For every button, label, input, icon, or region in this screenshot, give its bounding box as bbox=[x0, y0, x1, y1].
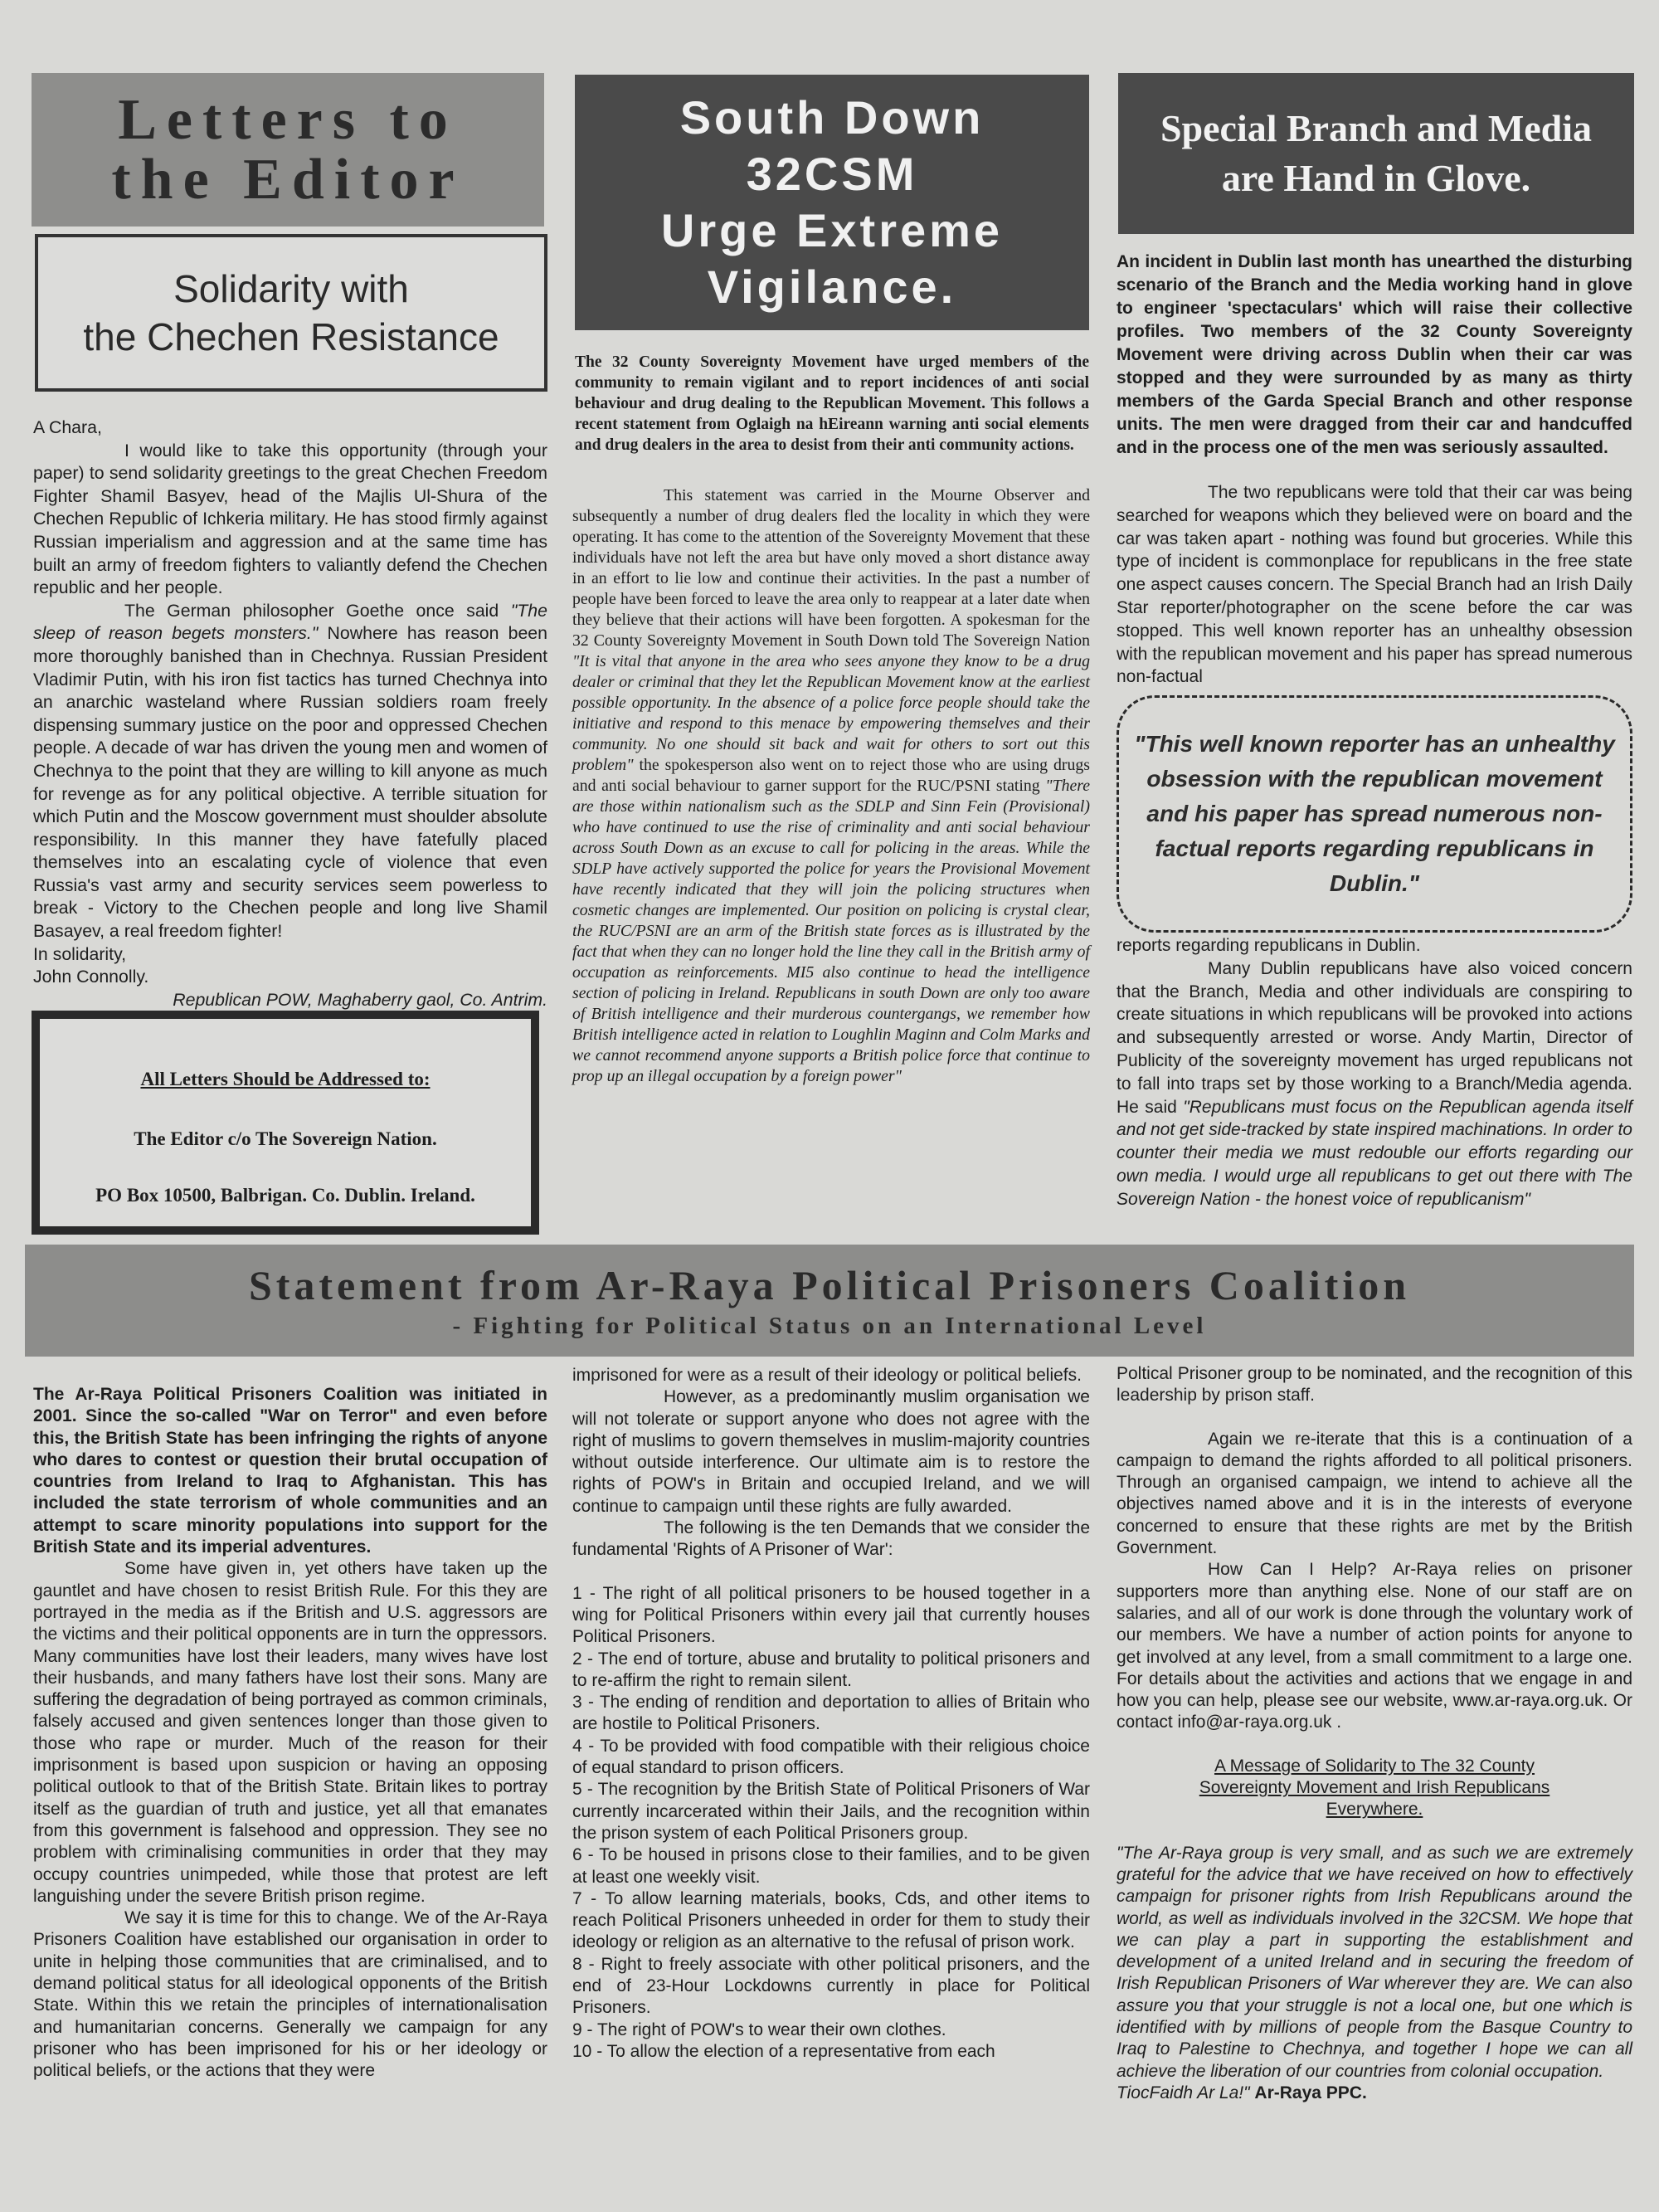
demand-item: 10 - To allow the election of a representative from each bbox=[572, 2041, 995, 2061]
arraya-paragraph: However, as a predominantly muslim organisation we will not tolerate or support anyone who does not agree with the right of muslims to govern themselves in muslim-majority countries without outside interference. Our ultimate aim is to restore the rights of POW's in Britain and occupied Ireland, and we will continue to campaign until these rights are fully awarded. bbox=[572, 1387, 1090, 1516]
southdown-lead: The 32 County Sovereignty Movement have urged members of the community to remain vigilant and to report incidences of anti social behaviour and drug dealing to the Republican Movement. This follows a recent statement from Oglaigh na hEireann warning anti social elements and drug dealers in the area to desist from their anti community actions. bbox=[575, 353, 1089, 454]
special-paragraph: reports regarding republicans in Dublin. bbox=[1117, 936, 1421, 955]
letters-header-line2: the Editor bbox=[111, 147, 465, 212]
message-sign-off bbox=[1117, 2083, 1632, 2104]
message-signature: Ar-Raya PPC. bbox=[1254, 2083, 1367, 2102]
pull-quote-text: "This well known reporter has an unhealthy obsession with the republican movement and his paper has spread numerous non-factual reports regarding republicans in Dublin." bbox=[1134, 731, 1615, 896]
special-body bbox=[1117, 481, 1632, 689]
arraya-paragraph: Poltical Prisoner group to be nominated, and the recognition of this leadership by prison staff. bbox=[1117, 1364, 1632, 1406]
message-heading: A Message of Solidarity to The 32 County Sovereignty Movement and Irish Republicans Everywhere. bbox=[1199, 1756, 1550, 1820]
solidarity-subhead-line1: Solidarity with bbox=[173, 267, 409, 310]
special-body-continued bbox=[1117, 934, 1632, 1211]
southdown-text: the spokesperson also went on to reject those who are using drugs and anti social behaviour to garner support for the RUC/PSNI stating bbox=[572, 756, 1090, 795]
special-branch-header bbox=[1118, 73, 1634, 234]
letters-header-line1: Letters to bbox=[118, 87, 458, 152]
southdown-header-line: Urge Extreme bbox=[660, 204, 1004, 256]
arraya-subtitle: - Fighting for Political Status on an International Level bbox=[452, 1313, 1207, 1339]
demand-item: 7 - To allow learning materials, books, Cds, and other items to reach Political Prisoners unheeded in order for them to study their ideology or religion as an alternative to the refusal of prison work. bbox=[572, 1888, 1090, 1952]
letter-paragraph: I would like to take this opportunity (through your paper) to send solidarity greetings to the great Chechen Freedom Fighter Shamil Basyev, head of the Majlis Ul-Shura of the Chechen Republic of Ichkeria military. He has stood firmly against Russian imperialism and aggression and at the same time has built an army of freedom fighters to valiantly defend the Chechen republic and her people. bbox=[33, 440, 547, 598]
address-box bbox=[32, 1011, 539, 1235]
arraya-paragraph: imprisoned for were as a result of their ideology or political beliefs. bbox=[572, 1366, 1082, 1385]
demand-item: 1 - The right of all political prisoners to be housed together in a wing for Political Prisoners within every jail that currently houses Political Prisoners. bbox=[572, 1583, 1090, 1647]
demand-item: 5 - The recognition by the British State of Political Prisoners of War currently incarcerated within their Jails, and the recognition within the prison system of each Political Prisoners group. bbox=[572, 1780, 1090, 1843]
letters-header bbox=[32, 73, 544, 227]
arraya-paragraph: How Can I Help? Ar-Raya relies on prisoner supporters more than anything else. None of our staff are on salaries, and all of our work is done through the voluntary work of our members. We have a number of action points for anyone to get involved at any level, from a small commitment to a large one. For details about the activities and actions that we engage in and how you can help, please see our website, www.ar-raya.org.uk. Or contact info@ar-raya.org.uk . bbox=[1117, 1560, 1632, 1732]
message-close: TiocFaidh Ar La!" bbox=[1117, 2083, 1250, 2102]
letter-paragraph bbox=[33, 600, 547, 943]
letter-signature: John Connolly. bbox=[33, 967, 149, 987]
demand-item: 3 - The ending of rendition and deportation to allies of Britain who are hostile to Political Prisoners. bbox=[572, 1693, 1090, 1734]
demand-item: 6 - To be housed in prisons close to their families, and to be given at least one weekly visit. bbox=[572, 1845, 1090, 1887]
southdown-header-line: Vigilance. bbox=[707, 261, 957, 313]
letter-text: Nowhere has reason been more thoroughly banished than in Chechnya. Russian President Vladimir Putin, with his iron fist tactics has turned Chechnya into an anarchic wasteland where Russian soldiers roam freely dispensing summary justice on the poor and oppressed Chechen people. A decade of war has driven the young men and women of Chechnya to the point that they are willing to kill anyone as much for revenge as for any political objective. A terrible situation for which Putin and the Moscow government must shoulder absolute responsibility. In this manner they have fatefully placed themselves into an escalating cycle of violence that even Russia's vast army and security services seem powerless to break - Victory to the Chechen people and long live Shamil Basayev, a real freedom fighter! bbox=[33, 623, 547, 942]
message-quote: "The Ar-Raya group is very small, and as such we are extremely grateful for the advice that we have received on how to effectively campaign for prisoner rights from Irish Republicans around the world, as well as individuals involved in the 32CSM. We hope that we can play a part in supporting the establishment and development of a united Ireland and in securing the freedom of Irish Republican Prisoners of War wherever they are. We can also assure you that your struggle is not a local one, but one which is identified with by millions of people from the Basque Country to Iraq to Palestine to Chechnya, and together I hope we can all achieve the liberation of our countries from colonial occupation. bbox=[1117, 1843, 1632, 2081]
spacer bbox=[1117, 1407, 1632, 1429]
solidarity-subhead-line2: the Chechen Resistance bbox=[83, 315, 499, 358]
spokesman-quote: "It is vital that anyone in the area who sees anyone they know to be a drug dealer or criminal that they let the Republican Movement know at the earliest possible opportunity. In the absence of a police force people should take the initiative and respond to this menace by empowering themselves and their community. No one should sit back and wait for others to sort out this problem" bbox=[572, 652, 1090, 774]
spacer bbox=[1117, 1734, 1632, 1756]
southdown-header-line: 32CSM bbox=[746, 148, 918, 200]
letter-signature-line: Republican POW, Maghaberry gaol, Co. Antrim. bbox=[173, 989, 547, 1010]
spacer bbox=[572, 1562, 1090, 1583]
spokesman-quote: "There are those within nationalism such as the SDLP and Sinn Fein (Provisional) who have continued to use the rise of criminality and anti social behaviour across South Down as an excuse to call for policing in the areas. While the SDLP have actively supported the police for years the Provisional Movement have recently indicated that they will join the policing structures when cosmetic changes are implemented. Our position on policing is crystal clear, the RUC/PSNI are an arm of the British state forces as is illustrated by the fact that when they can no longer hold the line they call in the British army of occupation as reinforcements. MI5 also continue to head the intelligence section of policing in Ireland. Republicans in south Down are only too aware of British intelligence and their murderous countergangs, we remember how British intelligence acted in relation to Loughlin Maginn and Colm Marks and we cannot recommend anyone supports a British police force that continue to prop up an illegal occupation by a foreign power" bbox=[572, 777, 1090, 1085]
special-paragraph: The two republicans were told that their car was being searched for weapons which they believed were on board and the car was taken apart - nothing was found but groceries. While this type of incident is commonplace for republicans in the free state one aspect causes concern. The Special Branch had an Irish Daily Star reporter/photographer on the scene before the car was stopped. This well known reporter has an unhealthy obsession with the republican movement and his paper has spread numerous non-factual bbox=[1117, 483, 1632, 687]
pull-quote bbox=[1117, 695, 1632, 933]
arraya-column-3 bbox=[1117, 1363, 1632, 2104]
special-header-line2: are Hand in Glove. bbox=[1221, 157, 1531, 199]
special-text: Many Dublin republicans have also voiced concern that the Branch, Media and other individuals are conspiring to create situations in which republicans will be provoked into actions and subsequently arrested or worse. Andy Martin, Director of Publicity of the sovereignty movement has urged republicans not to fall into traps set by those working to a Branch/Media agenda. He said bbox=[1117, 958, 1632, 1117]
demand-item: 2 - The end of torture, abuse and brutality to political prisoners and to re-affirm the right to remain silent. bbox=[572, 1649, 1090, 1690]
southdown-body bbox=[572, 485, 1090, 1087]
arraya-title: Statement from Ar-Raya Political Prisoners Coalition bbox=[248, 1262, 1411, 1308]
address-line: PO Box 10500, Balbrigan. Co. Dublin. Ireland. bbox=[95, 1185, 475, 1206]
arraya-paragraph: The following is the ten Demands that we consider the fundamental 'Rights of A Prisoner of War': bbox=[572, 1518, 1090, 1560]
arraya-lead: The Ar-Raya Political Prisoners Coalition was initiated in 2001. Since the so-called "War on Terror" and even before this, the British State has been infringing the rights of anyone who dares to contest or question their brutal occupation of countries from Ireland to Iraq to Afghanistan. This has included the state terrorism of whole communities and an attempt to scare minority populations into support for the British State and its imperial adventures. bbox=[33, 1385, 547, 1557]
arraya-header bbox=[25, 1245, 1634, 1357]
address-heading: All Letters Should be Addressed to: bbox=[140, 1069, 431, 1089]
demand-item: 9 - The right of POW's to wear their own clothes. bbox=[572, 2020, 946, 2039]
southdown-text: This statement was carried in the Mourne Observer and subsequently a number of drug dealers fled the locality in which they were operating. It has come to the attention of the Sovereignty Movement that these individuals have not left the area but have only moved a short distance away in an effort to lie low and continue their activities. In the past a number of people have been forced to leave the area only to reappear at a later date when they believe that their actions will have been forgotten. A spokesman for the 32 County Sovereignty Movement in South Down told The Sovereign Nation bbox=[572, 486, 1090, 650]
letter-salutation: A Chara, bbox=[33, 417, 102, 437]
southdown-header bbox=[575, 75, 1089, 330]
southdown-paragraph bbox=[572, 485, 1090, 1087]
southdown-header-line: South Down bbox=[679, 91, 985, 144]
demand-item: 8 - Right to freely associate with other political prisoners, and the end of 23-Hour Lockdowns currently in place for Political Prisoners. bbox=[572, 1954, 1090, 2018]
solidarity-subhead bbox=[35, 234, 547, 392]
arraya-paragraph: We say it is time for this to change. We of the Ar-Raya Prisoners Coalition have established our organisation in order to unite in helping those communities that are criminalised, and to demand political status for all ideological opponents of the British State. Within this we retain the principles of internationalisation and humanitarian concerns. Generally we campaign for any prisoner who has been imprisoned for his or her ideology or political beliefs, or the actions that they were bbox=[33, 1908, 547, 2081]
arraya-paragraph: Again we re-iterate that this is a continuation of a campaign to demand the rights afforded to all political prisoners. Through an organised campaign, we intend to achieve all the objectives named above and it is in the interests of everyone concerned to ensure that these rights are met by the British Government. bbox=[1117, 1429, 1632, 1558]
demand-item: 4 - To be provided with food compatible with their religious choice of equal standard to prison officers. bbox=[572, 1736, 1090, 1778]
arraya-column-2 bbox=[572, 1365, 1090, 2063]
arraya-column-1 bbox=[33, 1384, 547, 2083]
goethe-quote: "The sleep of reason begets monsters." bbox=[33, 600, 547, 644]
special-paragraph bbox=[1117, 957, 1632, 1211]
letter-body bbox=[33, 417, 547, 1011]
special-header-line1: Special Branch and Media bbox=[1160, 107, 1593, 149]
special-lead: An incident in Dublin last month has unearthed the disturbing scenario of the Branch and the Media working hand in glove to engineer 'spectaculars' which will raise their collective profiles. Two members of the 32 County Sovereignty Movement were driving across Dublin when their car was stopped and they were surrounded by as many as thirty members of the Garda Special Branch and other response units. The men were dragged from their car and handcuffed and in the process one of the men was seriously assaulted. bbox=[1117, 252, 1632, 457]
letter-closing: In solidarity, bbox=[33, 943, 127, 964]
letter-text: The German philosopher Goethe once said bbox=[124, 600, 511, 621]
arraya-paragraph: Some have given in, yet others have taken up the gauntlet and have chosen to resist British Rule. For this they are portrayed in the media as if the British and U.S. aggressors are the victims and their political opponents are in turn the oppressors. Many communities have lost their leaders, many wives have lost their husbands, and many fathers have lost their sons. Many are suffering the degradation of being portrayed as common criminals, falsely accused and given sentences longer than those given to those who rape or murder. Much of the reason for their imprisonment is based upon suspicion or having an opposing political outlook to that of the British State. Britain likes to portray itself as the guardian of truth and justice, yet all that emanates from this government is falsehood and oppression. They see no problem with criminalising communities in order that they may occupy countries unimpeded, while those that protest are left languishing under the severe British prison regime. bbox=[33, 1559, 547, 1906]
address-line: The Editor c/o The Sovereign Nation. bbox=[134, 1128, 437, 1149]
martin-quote: "Republicans must focus on the Republican agenda itself and not get side-tracked by state inspired machinations. In order to counter their media we must redouble our efforts regarding our own media. I would urge all republicans to get out there with The Sovereign Nation - the honest voice of republicanism" bbox=[1117, 1097, 1632, 1209]
spacer bbox=[1117, 1821, 1632, 1843]
